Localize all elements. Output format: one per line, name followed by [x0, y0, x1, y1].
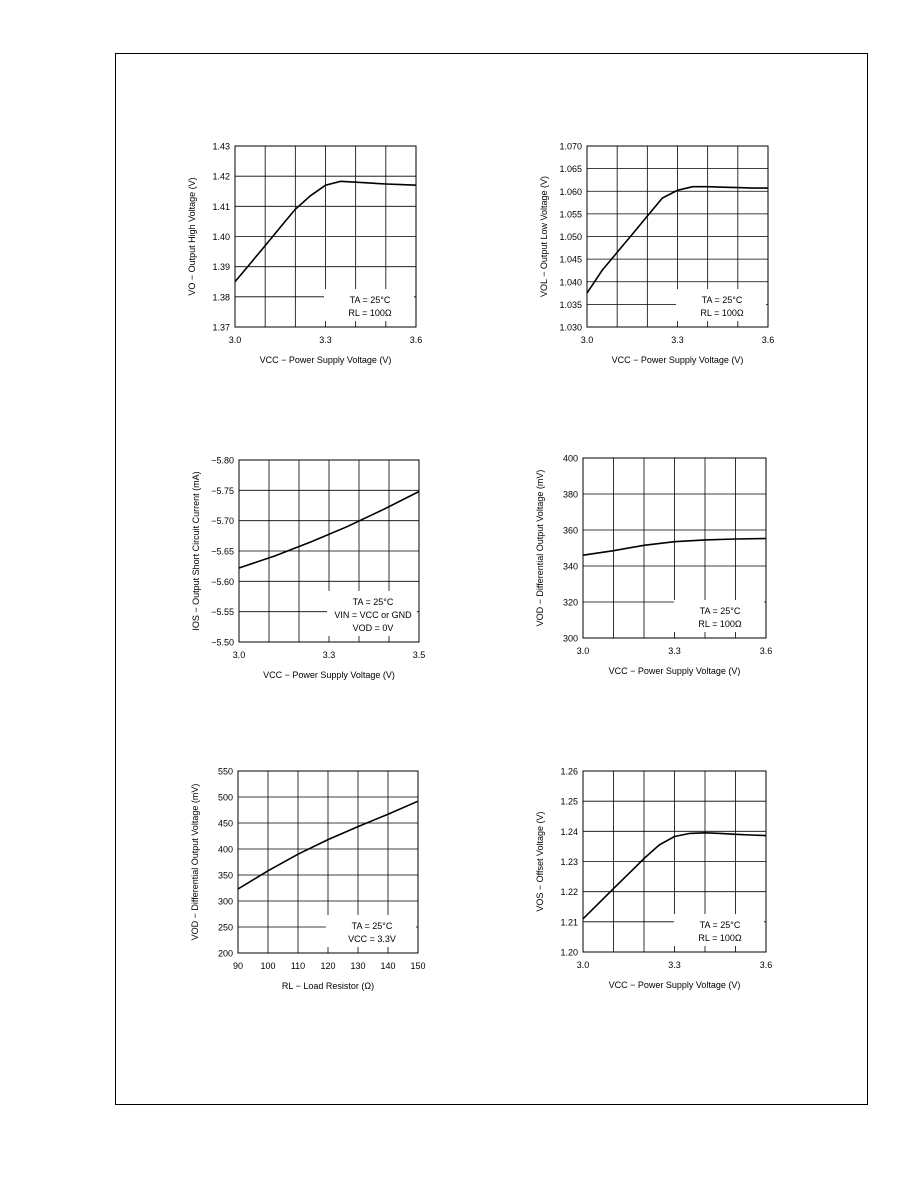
- x-axis-title: VCC − Power Supply Voltage (V): [608, 980, 741, 990]
- x-tick-label: 3.0: [580, 335, 594, 345]
- chart-1: [187, 142, 422, 366]
- legend-text: VOD = 0V: [352, 623, 394, 633]
- chart-2: [539, 142, 774, 366]
- y-tick-label: 1.26: [560, 766, 578, 777]
- y-tick-label: 1.065: [559, 164, 582, 175]
- y-tick-label: 340: [562, 561, 578, 572]
- y-tick-label: 1.030: [559, 322, 582, 333]
- y-axis-title: VO − Output High Voltage (V): [187, 177, 197, 296]
- y-tick-label: 1.045: [559, 254, 582, 265]
- y-axis-title: VOL − Output Low Voltage (V): [539, 176, 549, 297]
- y-tick-label: 1.25: [560, 796, 578, 807]
- y-tick-label: 200: [217, 948, 233, 959]
- y-tick-label: 300: [562, 633, 578, 644]
- chart-3: [191, 456, 425, 681]
- y-tick-label: 1.43: [212, 141, 230, 152]
- y-tick-label: 1.38: [212, 292, 230, 303]
- y-tick-label: 1.40: [212, 232, 230, 242]
- y-tick-label: 320: [562, 597, 578, 608]
- legend-text: TA = 25°C: [699, 920, 741, 930]
- x-axis-title: VCC − Power Supply Voltage (V): [608, 666, 741, 676]
- y-tick-label: 1.20: [560, 947, 578, 958]
- x-tick-label: 3.3: [322, 650, 336, 660]
- legend-text: RL = 100Ω: [698, 619, 742, 629]
- x-tick-label: 3.0: [576, 646, 590, 656]
- legend-text: TA = 25°C: [351, 921, 393, 931]
- y-tick-label: 1.060: [559, 186, 582, 197]
- y-tick-label: 1.42: [212, 171, 230, 182]
- legend-text: TA = 25°C: [699, 606, 741, 616]
- y-tick-label: 300: [217, 896, 233, 907]
- x-tick-label: 3.3: [671, 335, 684, 345]
- legend-text: RL = 100Ω: [698, 933, 742, 943]
- y-tick-label: 1.24: [560, 826, 578, 837]
- y-tick-label: 500: [217, 792, 233, 803]
- x-tick-label: 150: [410, 961, 426, 971]
- y-tick-label: 1.050: [559, 232, 582, 242]
- y-tick-label: −5.80: [211, 455, 234, 466]
- y-tick-label: 380: [562, 489, 578, 500]
- y-tick-label: 1.37: [212, 322, 230, 333]
- x-tick-label: 3.6: [761, 335, 775, 345]
- y-axis-title: VOD − Differential Output Voltage (mV): [535, 469, 545, 627]
- x-tick-label: 3.6: [409, 335, 423, 345]
- y-axis-title: VOD − Differential Output Voltage (mV): [190, 783, 200, 941]
- x-tick-label: 3.3: [668, 646, 681, 656]
- legend-text: RL = 100Ω: [700, 308, 744, 318]
- y-tick-label: 400: [562, 453, 578, 464]
- y-tick-label: 1.035: [559, 299, 582, 310]
- y-tick-label: 350: [217, 870, 233, 881]
- chart-6: [535, 767, 772, 991]
- chart-4: [535, 454, 772, 677]
- chart-5: [190, 767, 426, 992]
- y-tick-label: 400: [217, 844, 233, 855]
- x-tick-label: 90: [232, 961, 244, 971]
- x-tick-label: 100: [260, 961, 276, 971]
- y-axis-title: IOS − Output Short Circuit Current (mA): [191, 471, 201, 631]
- y-tick-label: 360: [562, 525, 578, 536]
- x-tick-label: 110: [290, 961, 306, 971]
- x-tick-label: 120: [320, 961, 336, 971]
- y-tick-label: 1.055: [559, 209, 582, 220]
- y-tick-label: 1.070: [559, 141, 582, 152]
- y-tick-label: 450: [217, 818, 233, 829]
- legend-text: VCC = 3.3V: [348, 934, 396, 944]
- y-tick-label: −5.50: [211, 637, 234, 648]
- x-tick-label: 3.3: [668, 960, 681, 970]
- legend-text: TA = 25°C: [349, 295, 391, 305]
- x-tick-label: 3.6: [759, 960, 773, 970]
- legend-text: TA = 25°C: [352, 597, 394, 607]
- x-tick-label: 3.0: [228, 335, 242, 345]
- legend-text: VIN = VCC or GND: [334, 610, 412, 620]
- y-tick-label: 1.39: [212, 262, 230, 273]
- y-tick-label: 1.21: [560, 917, 578, 928]
- x-tick-label: 3.6: [759, 646, 773, 656]
- y-tick-label: −5.65: [211, 546, 234, 557]
- x-tick-label: 140: [380, 961, 396, 971]
- y-tick-label: −5.70: [211, 516, 234, 527]
- x-tick-label: 3.0: [232, 650, 246, 660]
- y-tick-label: 550: [217, 766, 233, 777]
- y-tick-label: 1.23: [560, 857, 578, 867]
- legend-text: RL = 100Ω: [348, 308, 392, 318]
- y-tick-label: 1.040: [559, 277, 582, 288]
- y-tick-label: −5.60: [211, 576, 234, 587]
- y-tick-label: −5.75: [211, 485, 234, 496]
- x-tick-label: 3.5: [412, 650, 426, 660]
- x-tick-label: 3.0: [576, 960, 590, 970]
- x-axis-title: VCC − Power Supply Voltage (V): [611, 355, 744, 365]
- y-tick-label: 1.41: [212, 201, 230, 212]
- x-tick-label: 130: [350, 961, 366, 971]
- legend-text: TA = 25°C: [701, 295, 743, 305]
- x-axis-title: VCC − Power Supply Voltage (V): [263, 670, 395, 680]
- x-axis-title: RL − Load Resistor (Ω): [281, 981, 375, 991]
- y-axis-title: VOS − Offset Voltage (V): [535, 811, 545, 912]
- y-tick-label: 250: [217, 922, 233, 933]
- x-tick-label: 3.3: [319, 335, 332, 345]
- y-tick-label: 1.22: [560, 887, 578, 898]
- x-axis-title: VCC − Power Supply Voltage (V): [259, 355, 392, 365]
- y-tick-label: −5.55: [211, 607, 234, 618]
